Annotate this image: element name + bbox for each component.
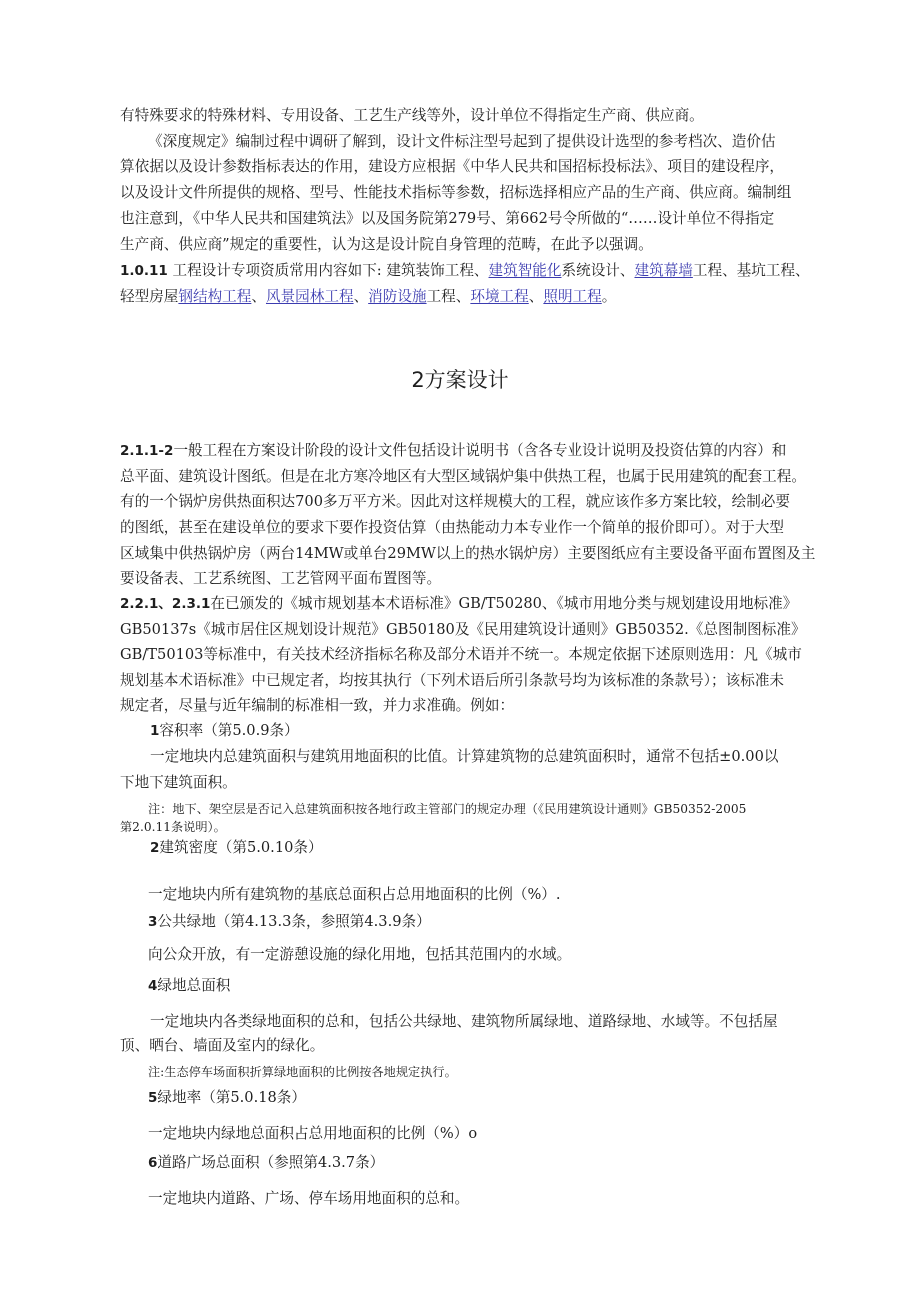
paragraph-line: 以及设计文件所提供的规格、型号、性能技术指标等参数，招标选择相应产品的生产商、供应商。编制组 (120, 184, 792, 201)
item-body: 一定地块内各类绿地面积的总和，包括公共绿地、建筑物所属绿地、道路绿地、水域等。不包括屋 (150, 1013, 778, 1030)
clause-number: 2.2.1、2.3.1 (120, 596, 211, 612)
link-curtain-wall[interactable]: 建筑幕墙 (634, 262, 693, 279)
paragraph-line: 生产商、供应商”规定的重要性，认为这是设计院自身管理的范畴，在此予以强调。 (120, 236, 653, 253)
item-heading: 2建筑密度（第5.0.10条） (150, 839, 323, 856)
note: 注:生态停车场面积折算绿地面积的比例按各地规定执行。 (148, 1065, 457, 1079)
paragraph-line: 有特殊要求的特殊材料、专用设备、工艺生产线等外，设计单位不得指定生产商、供应商。 (120, 107, 704, 124)
link-steel-structure[interactable]: 钢结构工程 (178, 288, 252, 305)
clause-number: 1.0.11 (120, 263, 168, 279)
link-environmental[interactable]: 环境工程 (470, 288, 529, 305)
link-building-intelligence[interactable]: 建筑智能化 (488, 262, 562, 279)
paragraph-line: 《深度规定》编制过程中调研了解到，设计文件标注型号起到了提供设计选型的参考档次、造价估 (148, 133, 776, 150)
note: 第2.0.11条说明）。 (120, 820, 226, 834)
paragraph-line: GB/T50103等标准中，有关技术经济指标名称及部分术语并不统一。本规定依据下述原则选用：凡《城市 (120, 646, 802, 663)
paragraph-line: 有的一个锅炉房供热面积达700多万平方米。因此对这样规模大的工程，就应该作多方案比较，绘制必要 (120, 493, 790, 510)
paragraph-line: 的图纸，甚至在建设单位的要求下要作投资估算（由热能动力本专业作一个简单的报价即可）。对于大型 (120, 519, 785, 536)
note: 注：地下、架空层是否记入总建筑面积按各地行政主管部门的规定办理（《民用建筑设计通则》GB50352-2005 (148, 802, 747, 816)
item-body: 一定地块内道路、广场、停车场用地面积的总和。 (148, 1190, 470, 1207)
chapter-title: 2方案设计 (411, 368, 509, 392)
link-landscape[interactable]: 风景园林工程 (265, 288, 354, 305)
item-body: 一定地块内绿地总面积占总用地面积的比例（%）o (148, 1125, 478, 1142)
paragraph-line: GB50137s《城市居住区规划设计规范》GB50180及《民用建筑设计通则》GB50352.《总图制图标准》 (120, 621, 806, 638)
item-heading: 4绿地总面积 (148, 977, 231, 994)
item-body: 一定地块内总建筑面积与建筑用地面积的比值。计算建筑物的总建筑面积时，通常不包括±0.00以 (150, 748, 779, 765)
item-heading: 3公共绿地（第4.13.3条，参照第4.3.9条） (148, 913, 431, 930)
item-body: 一定地块内所有建筑物的基底总面积占总用地面积的比例（%）. (148, 886, 561, 903)
paragraph-line: 规定者，尽量与近年编制的标准相一致，并力求准确。例如： (120, 697, 515, 714)
item-heading: 6道路广场总面积（参照第4.3.7条） (148, 1154, 385, 1171)
item-body: 向公众开放，有一定游憩设施的绿化用地，包括其范围内的水域。 (148, 946, 572, 963)
paragraph-line: 算依据以及设计参数指标表达的作用，建设方应根据《中华人民共和国招标投标法》、项目的建设程序， (120, 158, 785, 175)
item-body: 顶、晒台、墙面及室内的绿化。 (120, 1037, 325, 1054)
clause-2-2-1: 2.2.1、2.3.1在已颁发的《城市规划基本术语标准》GB/T50280、《城市用地分类与规划建设用地标准》 (120, 595, 798, 612)
clause-1-0-11: 1.0.11 工程设计专项资质常用内容如下: 建筑装饰工程、建筑智能化系统设计、建筑幕墙工程、基坑工程、 (120, 262, 810, 279)
item-heading: 5绿地率（第5.0.18条） (148, 1089, 306, 1106)
clause-1-0-11-cont: 轻型房屋钢结构工程、风景园林工程、消防设施工程、环境工程、照明工程。 (120, 288, 617, 305)
item-body: 下地下建筑面积。 (120, 774, 237, 791)
paragraph-line: 区域集中供热锅炉房（两台14MW或单台29MW以上的热水锅炉房）主要图纸应有主要设备平面布置图及主 (120, 545, 816, 562)
paragraph-line: 规划基本术语标准》中已规定者，均按其执行（下列术语后所引条款号均为该标准的条款号）；该标准未 (120, 672, 785, 689)
item-heading: 1容积率（第5.0.9条） (150, 722, 299, 739)
link-lighting[interactable]: 照明工程 (543, 288, 602, 305)
clause-2-1-1-2: 2.1.1-2一般工程在方案设计阶段的设计文件包括设计说明书（含各专业设计说明及投资估算的内容）和 (120, 442, 787, 459)
clause-number: 2.1.1-2 (120, 443, 174, 459)
paragraph-line: 也注意到，《中华人民共和国建筑法》以及国务院第279号、第662号令所做的“……设计单位不得指定 (120, 210, 775, 227)
paragraph-line: 要设备表、工艺系统图、工艺管网平面布置图等。 (120, 570, 442, 587)
link-fire-protection[interactable]: 消防设施 (368, 288, 427, 305)
paragraph-line: 总平面、建筑设计图纸。但是在北方寒冷地区有大型区域锅炉集中供热工程，也属于民用建筑的配套工程。 (120, 468, 806, 485)
